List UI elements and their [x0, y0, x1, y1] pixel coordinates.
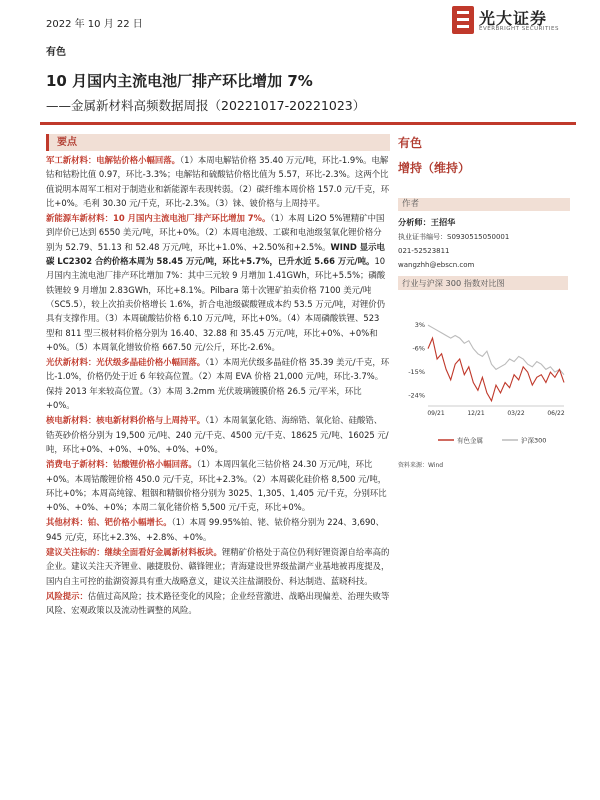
paragraph-nuclear — [46, 413, 390, 456]
military-text: （1）本周电解钴价格 35.40 万元/吨，环比-1.9%。电解钴和钴粉比值 0.97，环比-3.3%；电解钴和硫酸钴价格比值为 5.57，环比-2.3%。这两个比值说明本周军工相对于制造业和新能源车表现转弱。（2）碳纤维本周价格 157.0 元/千克，环比+0%。毛利 30.30 元/千克，环比-2.3%。（3）铼、铍价格与上周持平。 — [46, 155, 390, 208]
index-comparison-chart — [398, 300, 570, 460]
risk-text: 估值过高风险；技术路径变化的风险；企业经营激进、战略出现偏差、治理失败等风险、宏观政策以及流动性调整的风险。 — [46, 590, 390, 616]
paragraph-military — [46, 153, 390, 210]
paragraph-consumer — [46, 457, 390, 514]
industry-label: 有色 — [46, 47, 66, 58]
paragraph-energy — [46, 211, 390, 354]
legend-label: 沪深300 — [521, 436, 547, 445]
paragraph-pv — [46, 355, 390, 412]
series-line — [428, 325, 564, 375]
military-lead: 军工新材料：电解钴价格小幅回落。 — [46, 155, 180, 165]
consumer-lead: 消费电子新材料：钴酸锂价格小幅回落。 — [46, 459, 197, 470]
paragraph-risk — [46, 589, 390, 618]
analyst-license: 执业证书编号：S0930515050001 — [398, 233, 510, 241]
other-text: （1）本周 99.95%铂、铑、铱价格分别为 224、3,690、945 元/克，环比+2.3%、+2.8%、+0%。 — [46, 517, 384, 542]
legend-label: 有色金属 — [457, 436, 483, 445]
brand-logo — [452, 4, 582, 38]
other-lead: 其他材料：铂、钯价格小幅增长。 — [46, 517, 172, 528]
advice-lead: 建议关注标的：继续全面看好金属新材料板块。 — [46, 547, 222, 558]
sidebar-industry: 有色 — [398, 136, 423, 150]
energy-text-2: 10 月国内主流电池厂排产环比增加 7%：其中三元较 9 月增加 1.41GWh，环比+5.5%；磷酸铁锂较 9 月增加 2.83GWh，环比+8.1%。Pilbara 第十次锂矿拍卖价格 7100 美元/吨（SC5.5），较上次拍卖价格增长 1.6%，折合电池级碳酸锂成本约 53.5 万元/吨，对锂价仍具有支撑作用。（3）本周硫酸钴价格 6.10 万元/吨，环比+0%。（4）本周磷酸铁锂、523 型和 811 型三极材料价格分别为 16.40、32.88 和 35.45 万元/吨，环比+0%、+0%和+0%。（5）本周氧化镨钕价格 667.50 元/公斤，环比-2.6%。 — [46, 256, 386, 352]
report-title: 10 月国内主流电池厂排产环比增加 7% — [46, 72, 313, 90]
pv-text: （1）本周光伏级多晶硅价格 35.39 美元/千克，环比-1.0%，价格仍处于近 6 年较高位置。（2）本周 EVA 价格 21,000 元/吨，环比-3.7%。保持 2013 年来较高位置。（3）本周 3.2mm 光伏玻璃镀膜价格 26.5 元/平米，环比+0%。 — [46, 357, 390, 411]
author-heading: 作者 — [398, 198, 570, 211]
y-tick-label: -24% — [408, 391, 425, 400]
y-tick-label: -15% — [408, 368, 425, 377]
analyst-phone: 021-52523811 — [398, 247, 450, 255]
nuclear-lead: 核电新材料：核电新材料价格与上周持平。 — [46, 415, 206, 426]
energy-text-1: （1）本周 Li2O 5%锂精矿中国到岸价已达到 6550 美元/吨，环比+0%。（2）本周电池级、工碳和电池级氢氧化锂价格分别为 52.79、51.13 和 52.48 万元/吨，环比+1.0%、+2.50%和+2.5%。 — [46, 213, 385, 252]
keypoints-body — [46, 151, 390, 618]
analyst-name: 分析师：王招华 — [398, 217, 456, 227]
x-tick-label: 09/21 — [427, 410, 445, 417]
x-tick-label: 06/22 — [547, 410, 565, 417]
brand-name-en: EVERBRIGHT SECURITIES — [479, 26, 559, 32]
risk-lead: 风险提示： — [46, 590, 88, 601]
pv-lead: 光伏新材料：光伏级多晶硅价格小幅回落。 — [46, 357, 206, 368]
consumer-text: （1）本周四氧化三钴价格 24.30 万元/吨，环比+0%。本周钴酸锂价格 450.0 元/千克，环比+2.3%。（2）本周碳化硅价格 8,500 元/吨，环比+0%；本周高纯镓、粗铟和精铟价格分别为 3025、1,305、1,405 元/千克，分别环比+0%、+0%、+0%；本周二氧化锗价格 5,500 元/千克，环比+0%。 — [46, 459, 387, 513]
y-tick-label: -6% — [412, 344, 425, 353]
report-date: 2022 年 10 月 22 日 — [46, 19, 143, 30]
keypoints-heading: 要点 — [46, 134, 390, 151]
chart-heading: 行业与沪深 300 指数对比图 — [398, 276, 568, 290]
paragraph-advice — [46, 545, 390, 588]
sidebar-rating: 增持（维持） — [398, 161, 471, 175]
x-tick-label: 12/21 — [467, 410, 485, 417]
sidebar — [398, 134, 570, 469]
keypoints-section — [46, 134, 390, 730]
nuclear-text: （1）本周氧氯化锆、海绵锆、氧化铪、硅酸锆、锆英砂价格分别为 19,500 元/吨、240 元/千克、4500 元/千克、18625 元/吨、16025 元/吨，环比+0%、+0%、+0%、+0%、+0%。 — [46, 415, 389, 454]
analyst-email[interactable]: wangzhh@ebscn.com — [398, 261, 475, 269]
advice-text: 锂精矿价格处于高位仍利好锂资源自给率高的企业。建议关注天齐锂业、融捷股份、赣锋锂业；青海建设世界级盐湖产业基地被再度提及，国内自主可控的盐湖资源具有重大战略意义，建议关注盐湖股份、科达制造、蓝晓科技。 — [46, 547, 390, 586]
title-divider — [40, 122, 576, 125]
energy-bold: WIND 显示电碳 LC2302 合约价格本周为 58.45 万元/吨，环比+5.7%，已升水近 5.66 万元/吨。 — [46, 241, 385, 267]
brand-name-cn: 光大证券 — [479, 9, 548, 28]
chart-source: 资料来源：Wind — [398, 462, 444, 469]
report-subtitle: ——金属新材料高频数据周报（20221017-20221023） — [46, 98, 366, 113]
x-tick-label: 03/22 — [507, 410, 525, 417]
energy-lead: 新能源车新材料：10 月国内主流电池厂排产环比增加 7%。 — [46, 213, 271, 224]
paragraph-other — [46, 515, 390, 544]
y-tick-label: 3% — [414, 321, 425, 330]
everbright-logo-icon — [452, 6, 474, 34]
